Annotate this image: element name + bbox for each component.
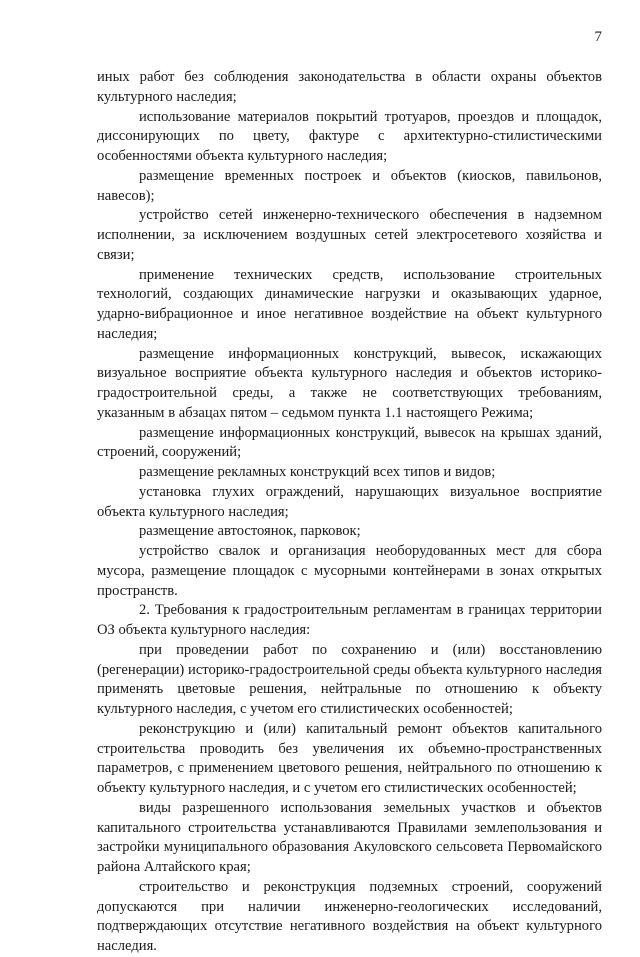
paragraph: размещение временных построек и объектов (киосков, павильонов, навесов); [97,167,602,204]
paragraph: устройство свалок и организация необорудованных мест для сбора мусора, размещение площадок с мусорными контейнерами в зонах открытых пространств. [97,543,602,599]
document-body [97,68,602,957]
paragraph: использование материалов покрытий тротуаров, проездов и площадок, диссонирующих по цвету, фактуре с архитектурно-стилистическими особенностями объекта культурного наследия; [97,108,602,164]
section-heading: 2. Требования к градостроительным регламентам в границах территории ОЗ объекта культурного наследия: [97,602,602,638]
paragraph: установка глухих ограждений, нарушающих визуальное восприятие объекта культурного наследия; [97,483,602,520]
paragraph: строительство и реконструкция подземных строений, сооружений допускаются при наличии инженерно-геологических исследований, подтверждающих отсутствие негативного воздействия на объект культурного наследия. [97,878,602,954]
paragraph: применение технических средств, использование строительных технологий, создающих динамические нагрузки и оказывающих ударное, ударно-вибрационное и иное негативное воздействие на объект культурного наследия; [97,266,602,342]
paragraph: размещение информационных конструкций, вывесок, искажающих визуальное восприятие объекта культурного наследия и объектов историко-градостроительной среды, а также не соответствующих требованиям, указанным в абзацах пятом – седьмом пункта 1.1 настоящего Режима; [97,345,602,421]
paragraph: виды разрешенного использования земельных участков и объектов капитального строительства устанавливаются Правилами землепользования и застройки муниципального образования Акуловского сельсовета Первомайского района Алтайского края; [97,799,602,875]
paragraph: иных работ без соблюдения законодательства в области охраны объектов культурного наследия; [97,69,602,105]
page-number: 7 [594,29,602,45]
paragraph: размещение автостоянок, парковок; [139,523,361,540]
paragraph: при проведении работ по сохранению и (или) восстановлению (регенерации) историко-градостроительной среды объекта культурного наследия применять цветовые решения, нейтральные по отношению к объекту культурного наследия, с учетом его стилистических особенностей; [97,641,602,717]
paragraph: размещение рекламных конструкций всех типов и видов; [139,464,496,480]
paragraph: размещение информационных конструкций, вывесок на крышах зданий, строений, сооружений; [97,424,602,461]
paragraph: реконструкцию и (или) капитальный ремонт объектов капитального строительства проводить без увеличения их объемно-пространственных параметров, с применением цветового решения, нейтрального по отношению к объекту культурного наследия, и с учетом его стилистических особенностей; [97,720,602,796]
paragraph: устройство сетей инженерно-технического обеспечения в надземном исполнении, за исключением воздушных сетей электросетевого хозяйства и связи; [97,207,602,263]
